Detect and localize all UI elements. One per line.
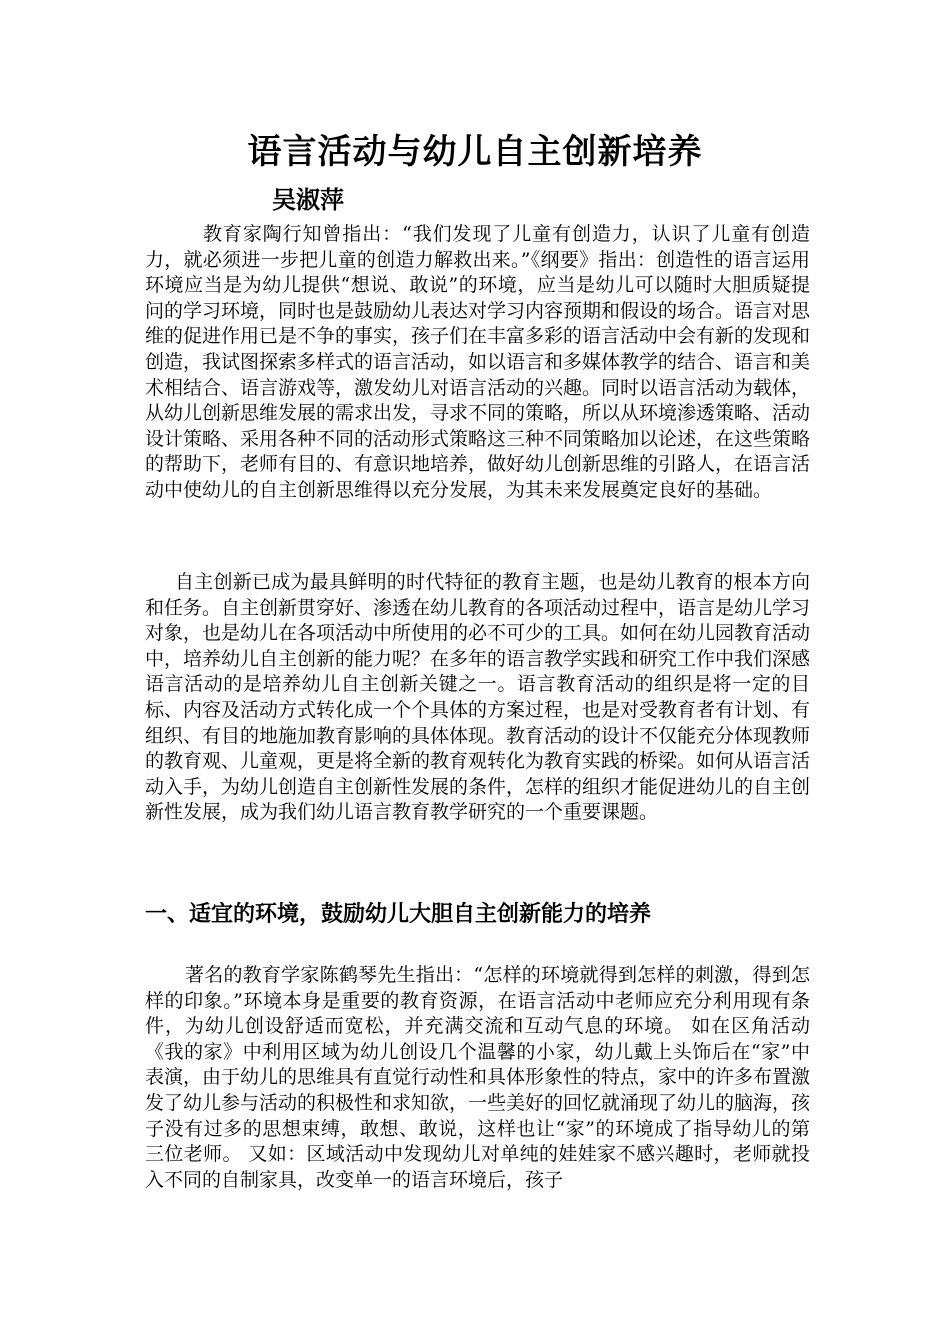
author-name: 吴淑萍 — [272, 186, 344, 214]
body-paragraph: 教育家陶行知曾指出：“我们发现了儿童有创造力，认识了儿童有创造力，就必须进一步把儿童的创造力解救出来。”《纲要》指出：创造性的语言运用环境应当是为幼儿提供“想说、敢说”的环境，应当是幼儿可以随时大胆质疑提问的学习环境，同时也是鼓励幼儿表达对学习内容预期和假设的场合。语言对思维的促进作用已是不争的事实，孩子们在丰富多彩的语言活动中会有新的发现和创造，我试图探索多样式的语言活动，如以语言和多媒体教学的结合、语言和美术相结合、语言游戏等，激发幼儿对语言活动的兴趣。同时以语言活动为载体，从幼儿创新思维发展的需求出发，寻求不同的策略，所以从环境渗透策略、活动设计策略、采用各种不同的活动形式策略这三种不同策略加以论述，在这些策略的帮助下，老师有目的、有意识地培养，做好幼儿创新思维的引路人，在语言活动中使幼儿的自主创新思维得以充分发展，为其未来发展奠定良好的基础。 — [145, 223, 811, 501]
body-paragraph: 著名的教育学家陈鹤琴先生指出：“怎样的环境就得到怎样的刺激，得到怎样的印象。”环境本身是重要的教育资源，在语言活动中老师应充分利用现有条件，为幼儿创设舒适而宽松，并充满交流和互动气息的环境。 如在区角活动《我的家》中利用区域为幼儿创设几个温馨的小家，幼儿戴上头饰后在“家”中表演，由于幼儿的思维具有直觉行动性和具体形象性的特点，家中的许多布置激发了幼儿参与活动的积极性和求知欲，一些美好的回忆就涌现了幼儿的脑海，孩子没有过多的思想束缚，敢想、敢说，这样也让“家”的环境成了指导幼儿的第三位老师。 又如：区域活动中发现幼儿对单纯的娃娃家不感兴趣时，老师就投入不同的自制家具，改变单一的语言环境后，孩子 — [145, 964, 811, 1191]
section-heading: 一、适宜的环境，鼓励幼儿大胆自主创新能力的培养 — [145, 902, 652, 927]
body-paragraph: 自主创新已成为最具鲜明的时代特征的教育主题，也是幼儿教育的根本方向和任务。自主创新贯穿好、渗透在幼儿教育的各项活动过程中，语言是幼儿学习对象，也是幼儿在各项活动中所使用的必不可少的工具。如何在幼儿园教育活动中，培养幼儿自主创新的能力呢？在多年的语言教学实践和研究工作中我们深感语言活动的是培养幼儿自主创新关键之一。语言教育活动的组织是将一定的目标、内容及活动方式转化成一个个具体的方案过程，也是对受教育者有计划、有组织、有目的地施加教育影响的具体体现。教育活动的设计不仅能充分体现教师的教育观、儿童观，更是将全新的教育观转化为教育实践的桥梁。如何从语言活动入手，为幼儿创造自主创新性发展的条件，怎样的组织才能促进幼儿的自主创新性发展，成为我们幼儿语言教育教学研究的一个重要课题。 — [145, 571, 811, 824]
document-title: 语言活动与幼儿自主创新培养 — [247, 132, 703, 172]
